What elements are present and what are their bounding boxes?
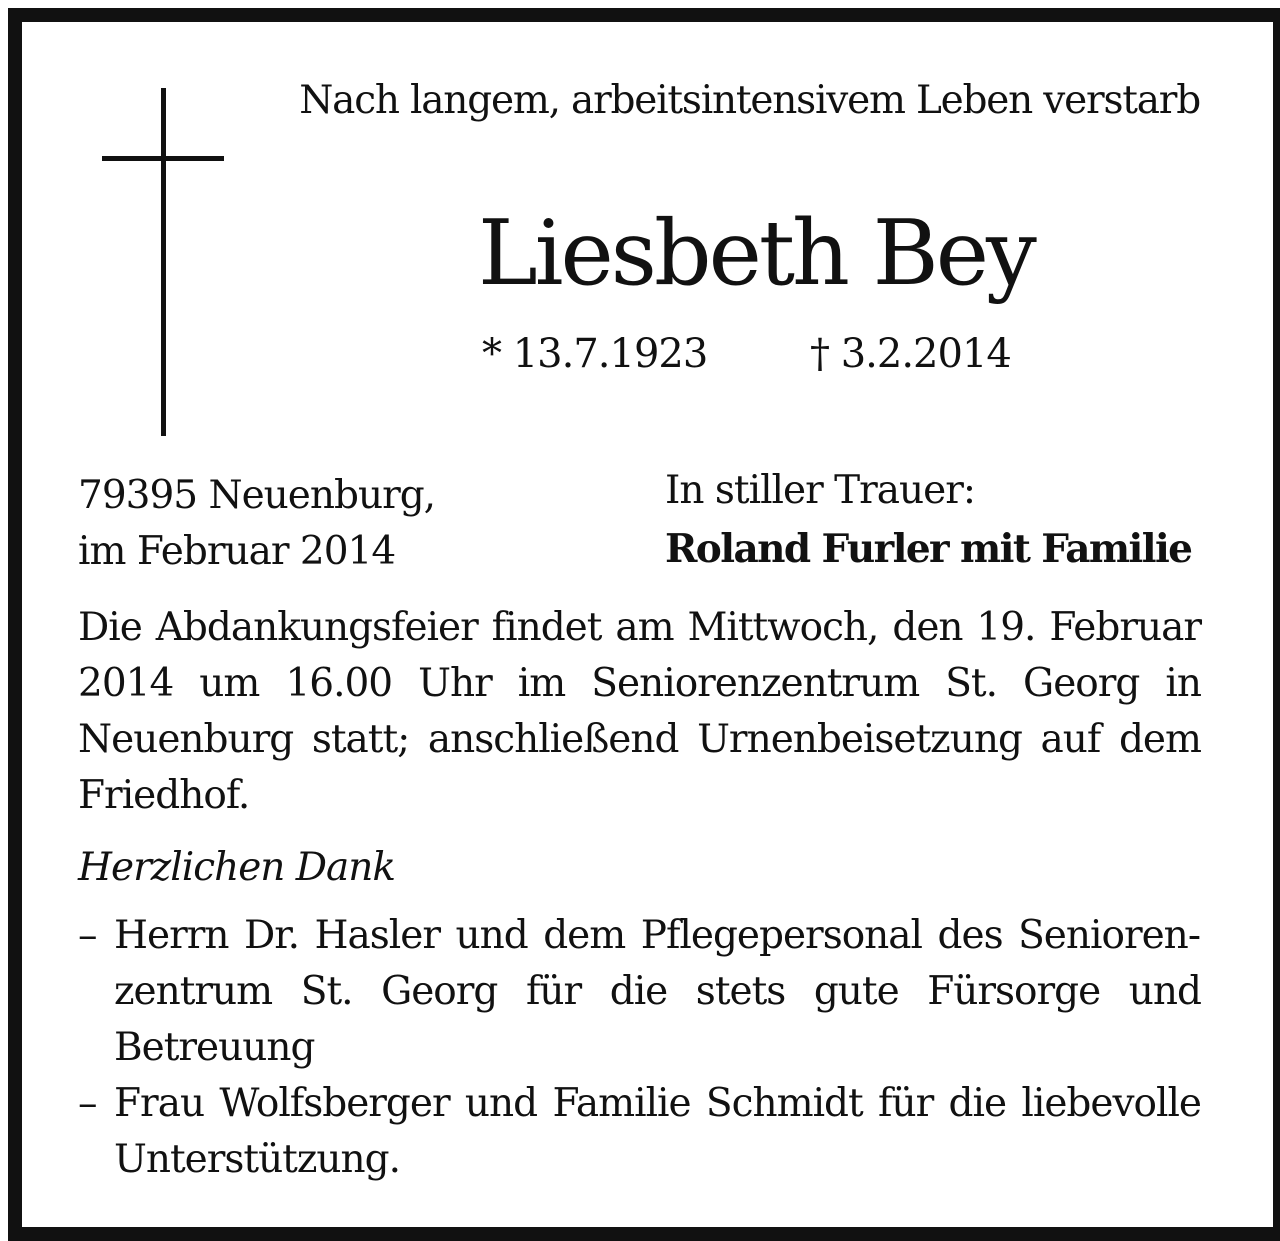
- thanks-item-text: Herrn Dr. Hasler und dem Pflegepersonal des Seniorenzentrum St. Georg für die stets gute Fürsorge und Betreuung: [114, 913, 1201, 1070]
- place-line-1: 79395 Neuenburg,: [78, 473, 436, 518]
- death-date: † 3.2.2014: [810, 331, 1011, 377]
- place-line-2: im Februar 2014: [78, 529, 396, 574]
- intro-text: Nach langem, arbeitsintensivem Leben verstarb: [299, 78, 1200, 123]
- thanks-item: [78, 908, 1201, 1076]
- place-and-date: [78, 468, 435, 580]
- thanks-item: [78, 1076, 1201, 1188]
- mourning-label: In stiller Trauer:: [665, 468, 976, 513]
- mourners-name: Roland Furler mit Familie: [665, 526, 1192, 572]
- cross-icon-vertical: [161, 88, 166, 436]
- ceremony-text: Die Abdankungsfeier findet am Mittwoch, den 19. Februar 2014 um 16.00 Uhr im Seniorenzentrum St. Georg in Neuenburg statt; anschließend Urnenbeisetzung auf dem Friedhof.: [78, 605, 1201, 818]
- deceased-name: Liesbeth Bey: [478, 201, 1034, 306]
- thanks-title: Herzlichen Dank: [78, 845, 396, 890]
- cross-icon-horizontal: [102, 156, 224, 161]
- dash-icon: –: [78, 1081, 97, 1126]
- dash-icon: –: [78, 913, 97, 958]
- birth-date: * 13.7.1923: [482, 331, 708, 377]
- thanks-list: [78, 908, 1201, 1188]
- mourners-block: [665, 462, 1191, 578]
- thanks-item-text: Frau Wolfsberger und Familie Schmidt für die liebevolle Unterstützung.: [114, 1081, 1201, 1182]
